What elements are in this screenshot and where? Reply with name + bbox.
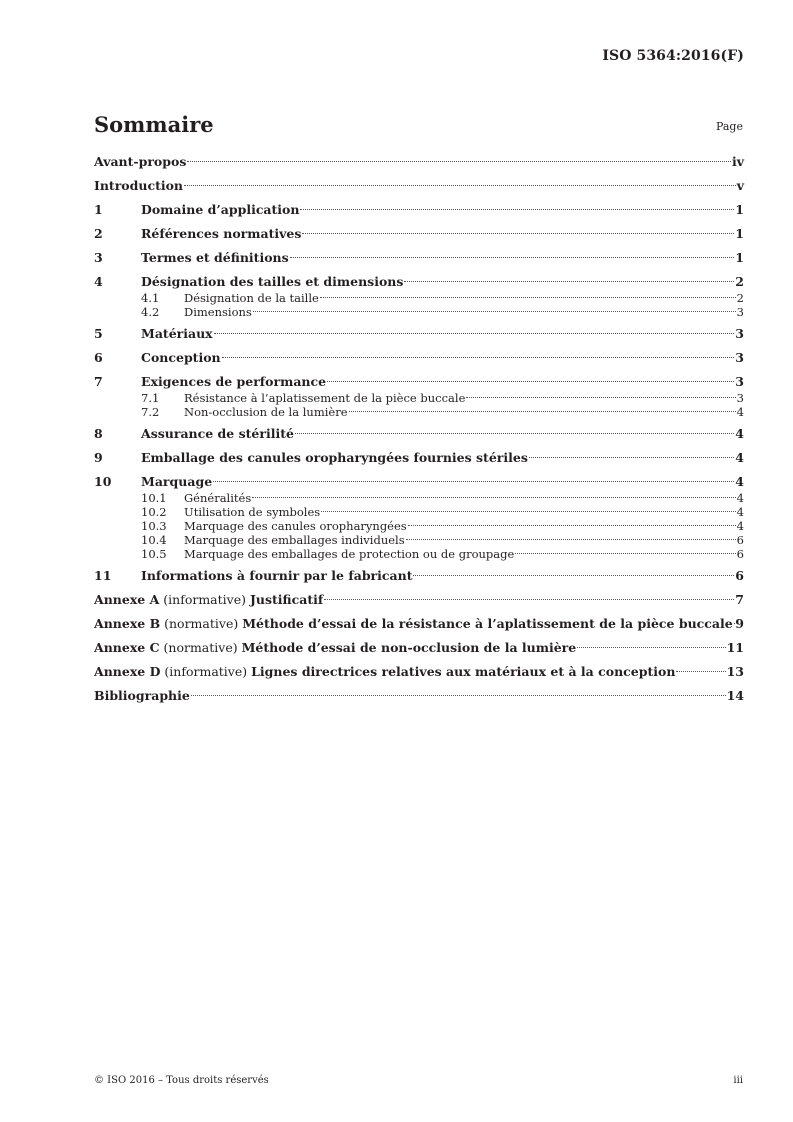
toc-entry-title: Marquage <box>141 474 213 489</box>
toc-entry-title: Assurance de stérilité <box>141 426 294 441</box>
toc-entry-section-10-4[interactable] <box>94 533 744 547</box>
annex-type: (informative) <box>160 664 252 679</box>
toc-entry-number: 7.2 <box>141 405 160 419</box>
toc-entry-title: Bibliographie <box>94 688 190 703</box>
page-column-label: Page <box>715 120 743 133</box>
toc-entry-page: 6 <box>736 547 744 561</box>
toc-entry-title <box>94 591 323 609</box>
toc-entry-title: Marquage des emballages individuels <box>184 533 405 547</box>
toc-entry-number: 4.1 <box>141 291 160 305</box>
toc-entry-annex-c[interactable] <box>94 639 744 657</box>
toc-entry-number: 5 <box>94 326 103 341</box>
toc-entry-title: Résistance à l’aplatissement de la pièce buccale <box>184 391 466 405</box>
toc-entry-title: Désignation de la taille <box>184 291 319 305</box>
dot-leader <box>187 161 731 162</box>
toc-entry-title: Dimensions <box>184 305 252 319</box>
toc-entry-number: 3 <box>94 250 103 265</box>
dot-leader <box>466 397 735 398</box>
dot-leader <box>404 281 734 282</box>
toc-entry-number: 10.4 <box>141 533 167 547</box>
dot-leader <box>295 433 734 434</box>
toc-entry-title: Utilisation de symboles <box>184 505 321 519</box>
toc-entry-title: Avant-propos <box>94 154 187 169</box>
toc-entry-page: 2 <box>735 274 744 289</box>
annex-label: Annexe A <box>94 592 160 607</box>
toc-entry-number: 10.3 <box>141 519 167 533</box>
toc-entry-page: 4 <box>736 405 744 419</box>
toc-entry-title: Généralités <box>184 491 252 505</box>
toc-entry-page: iv <box>731 154 744 169</box>
toc-entry-page: 7 <box>735 592 744 607</box>
toc-entry-section-10-1[interactable] <box>94 491 744 505</box>
dot-leader <box>321 511 735 512</box>
toc-heading: Sommaire <box>94 112 214 137</box>
toc-entry-annex-b[interactable] <box>94 615 744 633</box>
toc-entry-page: 11 <box>726 640 744 655</box>
toc-entry-title: Exigences de performance <box>141 374 327 389</box>
toc-entry-title: Désignation des tailles et dimensions <box>141 274 404 289</box>
toc-entry-number: 8 <box>94 426 103 441</box>
dot-leader <box>191 695 726 696</box>
toc-entry-section-4[interactable] <box>94 273 744 291</box>
dot-leader <box>529 457 734 458</box>
dot-leader <box>290 257 735 258</box>
toc-entry-page: 1 <box>735 202 744 217</box>
dot-leader <box>734 623 735 624</box>
toc-entry-annex-d[interactable] <box>94 663 744 681</box>
toc-entry-section-7[interactable] <box>94 373 744 391</box>
toc-entry-section-10-2[interactable] <box>94 505 744 519</box>
toc-entry-number: 4 <box>94 274 103 289</box>
dot-leader <box>406 539 736 540</box>
toc-entry-avant-propos[interactable] <box>94 153 744 171</box>
dot-leader <box>214 333 735 334</box>
toc-entry-page: v <box>736 178 744 193</box>
toc-entry-title: Domaine d’application <box>141 202 300 217</box>
toc-entry-section-10[interactable] <box>94 473 744 491</box>
toc-entry-title <box>94 639 576 657</box>
toc-entry-page: 3 <box>735 326 744 341</box>
toc-entry-section-2[interactable] <box>94 225 744 243</box>
footer-page-number: iii <box>733 1075 743 1086</box>
toc-entry-section-10-5[interactable] <box>94 547 744 561</box>
toc-entry-section-3[interactable] <box>94 249 744 267</box>
toc-entry-title: Références normatives <box>141 226 302 241</box>
toc-entry-number: 10.2 <box>141 505 167 519</box>
toc-entry-page: 6 <box>736 533 744 547</box>
toc-entry-page: 4 <box>736 519 744 533</box>
toc-entry-page: 6 <box>735 568 744 583</box>
toc-entry-title: Matériaux <box>141 326 213 341</box>
toc-entry-page: 14 <box>726 688 744 703</box>
toc-entry-section-6[interactable] <box>94 349 744 367</box>
dot-leader <box>324 599 734 600</box>
toc-entry-page: 3 <box>736 391 744 405</box>
dot-leader <box>408 525 736 526</box>
dot-leader <box>253 311 736 312</box>
toc-entry-page: 13 <box>726 664 744 679</box>
dot-leader <box>320 297 736 298</box>
toc-entry-number: 6 <box>94 350 103 365</box>
document-id: ISO 5364:2016(F) <box>602 48 744 64</box>
toc-entry-section-7-2[interactable] <box>94 405 744 419</box>
toc-entry-title <box>94 663 675 681</box>
toc-entry-page: 9 <box>735 616 744 631</box>
annex-title: Méthode d’essai de non-occlusion de la lumière <box>241 640 577 655</box>
annex-label: Annexe D <box>94 664 161 679</box>
toc-entry-bibliographie[interactable] <box>94 687 744 705</box>
toc-entry-page: 4 <box>735 426 744 441</box>
dot-leader <box>349 411 736 412</box>
toc-entry-section-4-1[interactable] <box>94 291 744 305</box>
toc-entry-number: 9 <box>94 450 103 465</box>
toc-entry-section-10-3[interactable] <box>94 519 744 533</box>
toc-entry-page: 4 <box>735 474 744 489</box>
toc-entry-section-5[interactable] <box>94 325 744 343</box>
toc-entry-number: 11 <box>94 568 112 583</box>
toc-entry-title: Termes et définitions <box>141 250 289 265</box>
dot-leader <box>302 233 734 234</box>
toc-entry-number: 10 <box>94 474 112 489</box>
annex-title: Justificatif <box>249 592 324 607</box>
dot-leader <box>413 575 734 576</box>
dot-leader <box>252 497 735 498</box>
toc-entry-page: 4 <box>736 491 744 505</box>
toc-entry-title: Marquage des emballages de protection ou de groupage <box>184 547 515 561</box>
toc-entry-title: Marquage des canules oropharyngées <box>184 519 407 533</box>
toc-entry-number: 2 <box>94 226 103 241</box>
toc-entry-title: Emballage des canules oropharyngées fournies stériles <box>141 450 528 465</box>
annex-type: (normative) <box>160 616 243 631</box>
toc-entry-annex-a[interactable] <box>94 591 744 609</box>
toc-entry-section-11[interactable] <box>94 567 744 585</box>
toc-entry-section-8[interactable] <box>94 425 744 443</box>
toc-entry-title: Introduction <box>94 178 184 193</box>
dot-leader <box>577 647 725 648</box>
dot-leader <box>184 185 736 186</box>
toc-entry-page: 1 <box>735 226 744 241</box>
dot-leader <box>300 209 734 210</box>
dot-leader <box>676 671 725 672</box>
toc-entry-title: Informations à fournir par le fabricant <box>141 568 413 583</box>
annex-type: (informative) <box>159 592 250 607</box>
toc-entry-page: 3 <box>735 374 744 389</box>
toc-entry-number: 10.5 <box>141 547 167 561</box>
toc-entry-page: 4 <box>735 450 744 465</box>
toc-entry-number: 4.2 <box>141 305 160 319</box>
toc-entry-page: 4 <box>736 505 744 519</box>
toc-entry-introduction[interactable] <box>94 177 744 195</box>
toc-entry-page: 3 <box>736 305 744 319</box>
toc-entry-title <box>94 615 733 633</box>
dot-leader <box>213 481 734 482</box>
toc-entry-title: Conception <box>141 350 221 365</box>
toc-entry-number: 7.1 <box>141 391 160 405</box>
toc-entry-number: 10.1 <box>141 491 167 505</box>
annex-title: Méthode d’essai de la résistance à l’aplatissement de la pièce buccale <box>242 616 733 631</box>
toc-entry-section-7-1[interactable] <box>94 391 744 405</box>
table-of-contents <box>94 153 744 705</box>
toc-entry-page: 2 <box>736 291 744 305</box>
dot-leader <box>515 553 735 554</box>
dot-leader <box>222 357 735 358</box>
toc-entry-section-1[interactable] <box>94 201 744 219</box>
toc-entry-page: 3 <box>735 350 744 365</box>
toc-entry-number: 1 <box>94 202 103 217</box>
annex-title: Lignes directrices relatives aux matériaux et à la conception <box>251 664 676 679</box>
footer-copyright: © ISO 2016 – Tous droits réservés <box>94 1075 269 1086</box>
toc-entry-number: 7 <box>94 374 103 389</box>
annex-type: (normative) <box>159 640 242 655</box>
toc-entry-section-9[interactable] <box>94 449 744 467</box>
toc-entry-title: Non-occlusion de la lumière <box>184 405 348 419</box>
dot-leader <box>327 381 734 382</box>
annex-label: Annexe B <box>94 616 161 631</box>
annex-label: Annexe C <box>94 640 160 655</box>
toc-entry-section-4-2[interactable] <box>94 305 744 319</box>
toc-entry-page: 1 <box>735 250 744 265</box>
